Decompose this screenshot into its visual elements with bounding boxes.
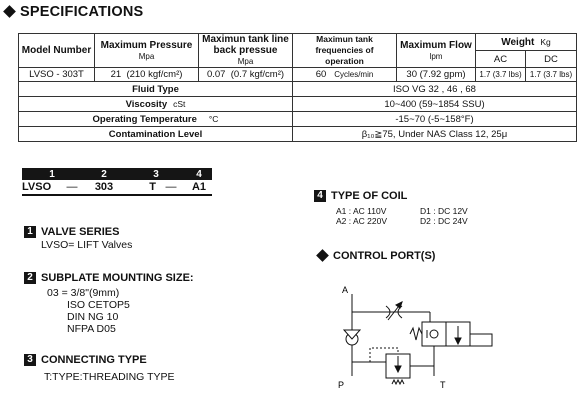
code-part-type: T [126,180,156,195]
label-viscosity: Viscosity cSt [19,97,293,112]
section-number-badge: 1 [24,226,36,238]
code-dash: — [156,180,186,195]
specifications-table [18,33,577,142]
subplate-line: ISO CETOP5 [67,299,130,312]
header-model-number: Model Number [19,34,95,68]
code-part-size: 303 [82,180,126,195]
coil-option: A2 : AC 220V [336,216,388,227]
label-operating-temperature: Operating Temperature °C [19,112,293,127]
model-code [22,168,212,196]
value-contamination-level: β₁₀≧75, Under NAS Class 12, 25μ [293,127,577,142]
port-p-label: P [338,380,345,390]
code-number-1: 1 [22,168,82,180]
header-frequency: Maximun tank frequencies of operation [293,34,397,68]
hydraulic-schematic [330,284,500,396]
cell-frequency: 60 Cycles/min [293,68,397,82]
code-number-4: 4 [186,168,212,180]
section-number-badge: 3 [24,354,36,366]
label-fluid-type: Fluid Type [19,82,293,97]
subplate-line: 03 = 3/8"(9mm) [47,287,120,300]
value-fluid-type: ISO VG 32 , 46 , 68 [293,82,577,97]
code-number-3: 3 [126,168,186,180]
diamond-bullet-icon [3,5,16,18]
section-connecting-type [24,354,175,383]
code-dash: — [62,180,82,195]
coil-option: D1 : DC 12V [420,206,468,217]
port-a-label: A [342,285,349,295]
cell-flow: 30 (7.92 gpm) [397,68,476,82]
section-number-badge: 4 [314,190,326,202]
section-number-badge: 2 [24,272,36,284]
section-text: T:TYPE:THREADING TYPE [44,371,175,384]
cell-tank: 0.07 (0.7 kgf/cm²) [199,68,293,82]
header-tank-back-pressure: Maximun tank line back pressue Mpa [199,34,293,68]
section-title: SUBPLATE MOUNTING SIZE: [41,272,194,284]
cell-model: LVSO - 303T [19,68,95,82]
header-max-pressure: Maximum Pressure Mpa [95,34,199,68]
coil-option: A1 : AC 110V [336,206,387,217]
section-title: CONNECTING TYPE [41,354,147,366]
diamond-bullet-icon [316,249,329,262]
header-weight-dc: DC [526,51,577,68]
value-operating-temperature: -15~70 (-5~158°F) [293,112,577,127]
section-subplate-size [24,272,194,335]
port-t-label: T [440,380,446,390]
code-part-coil: A1 [186,180,212,195]
section-text: LVSO= LIFT Valves [41,239,133,252]
cell-weight-ac: 1.7 (3.7 lbs) [476,68,526,82]
page-title: SPECIFICATIONS [3,4,143,20]
subplate-line: NFPA D05 [67,323,116,336]
section-title: TYPE OF COIL [331,190,408,202]
section-title: VALVE SERIES [41,226,120,238]
section-coil-type [314,190,500,226]
coil-option: D2 : DC 24V [420,216,468,227]
subplate-line: DIN NG 10 [67,311,119,324]
label-contamination-level: Contamination Level [19,127,293,142]
control-ports-heading: CONTROL PORT(S) [316,250,435,262]
section-valve-series [24,226,132,251]
header-weight: Weight Kg [476,34,577,51]
code-number-2: 2 [82,168,126,180]
header-weight-ac: AC [476,51,526,68]
cell-weight-dc: 1.7 (3.7 lbs) [526,68,577,82]
header-max-flow: Maximum Flow lpm [397,34,476,68]
code-part-series: LVSO [22,180,62,195]
cell-pressure: 21 (210 kgf/cm²) [95,68,199,82]
value-viscosity: 10~400 (59~1854 SSU) [293,97,577,112]
